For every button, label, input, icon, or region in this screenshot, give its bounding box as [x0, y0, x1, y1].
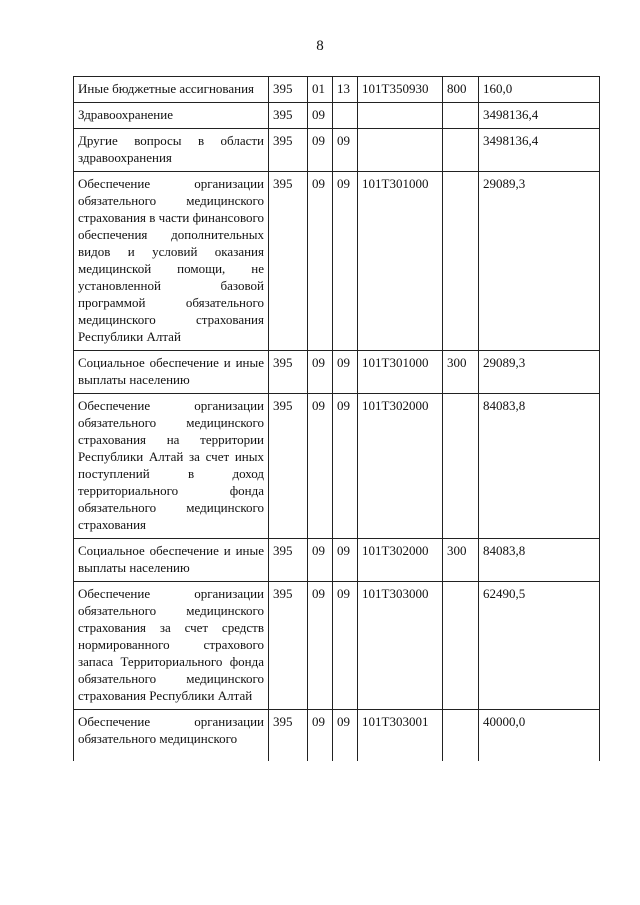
table-row — [74, 103, 600, 129]
row-code: 395 — [269, 539, 308, 582]
row-target-article — [358, 129, 443, 172]
row-sum: 29089,3 — [479, 351, 600, 394]
row-target-article: 101Т301000 — [358, 172, 443, 351]
row-code: 395 — [269, 172, 308, 351]
row-section: 09 — [308, 103, 333, 129]
row-name: Социальное обеспечение и иные выплаты населению — [74, 351, 269, 394]
row-section: 09 — [308, 710, 333, 762]
row-code: 395 — [269, 394, 308, 539]
table-row — [74, 172, 600, 351]
row-expense-type — [443, 103, 479, 129]
row-expense-type: 300 — [443, 539, 479, 582]
row-code: 395 — [269, 103, 308, 129]
row-code: 395 — [269, 710, 308, 762]
row-name: Здравоохранение — [74, 103, 269, 129]
row-expense-type — [443, 394, 479, 539]
row-target-article — [358, 103, 443, 129]
row-expense-type — [443, 582, 479, 710]
row-name: Социальное обеспечение и иные выплаты населению — [74, 539, 269, 582]
row-sum: 29089,3 — [479, 172, 600, 351]
row-name: Обеспечение организации обязательного медицинского страхования за счет средств нормированного страхового запаса Территориального фонда обязательного медицинского страхования Республики Алтай — [74, 582, 269, 710]
row-code: 395 — [269, 77, 308, 103]
row-section: 09 — [308, 129, 333, 172]
row-subsection: 09 — [333, 129, 358, 172]
row-subsection: 09 — [333, 539, 358, 582]
budget-table — [73, 76, 600, 761]
row-section: 09 — [308, 394, 333, 539]
table-row — [74, 351, 600, 394]
row-subsection: 09 — [333, 582, 358, 710]
row-name: Обеспечение организации обязательного медицинского страхования в части финансового обеспечения дополнительных видов и условий оказания медицинской помощи, не установленной базовой программой обязательного медицинского страхования Республики Алтай — [74, 172, 269, 351]
row-expense-type — [443, 129, 479, 172]
row-subsection: 09 — [333, 351, 358, 394]
table-row — [74, 710, 600, 762]
row-subsection: 09 — [333, 394, 358, 539]
row-section: 09 — [308, 351, 333, 394]
row-sum: 40000,0 — [479, 710, 600, 762]
row-code: 395 — [269, 582, 308, 710]
row-name: Другие вопросы в области здравоохранения — [74, 129, 269, 172]
row-expense-type: 800 — [443, 77, 479, 103]
row-sum: 84083,8 — [479, 394, 600, 539]
row-sum: 160,0 — [479, 77, 600, 103]
row-name: Иные бюджетные ассигнования — [74, 77, 269, 103]
row-target-article: 101Т301000 — [358, 351, 443, 394]
row-sum: 84083,8 — [479, 539, 600, 582]
row-sum: 3498136,4 — [479, 103, 600, 129]
row-expense-type — [443, 172, 479, 351]
row-section: 09 — [308, 172, 333, 351]
row-name: Обеспечение организации обязательного медицинского — [74, 710, 269, 762]
row-target-article: 101Т350930 — [358, 77, 443, 103]
row-code: 395 — [269, 129, 308, 172]
row-name: Обеспечение организации обязательного медицинского страхования на территории Республики Алтай за счет иных поступлений в доход территориального фонда обязательного медицинского страхования — [74, 394, 269, 539]
row-subsection: 09 — [333, 710, 358, 762]
table-row — [74, 539, 600, 582]
row-target-article: 101Т303001 — [358, 710, 443, 762]
table-row — [74, 77, 600, 103]
row-expense-type: 300 — [443, 351, 479, 394]
page-number: 8 — [316, 38, 324, 54]
row-target-article: 101Т302000 — [358, 394, 443, 539]
row-section: 09 — [308, 582, 333, 710]
row-section: 01 — [308, 77, 333, 103]
row-subsection: 09 — [333, 172, 358, 351]
table-row — [74, 394, 600, 539]
row-sum: 62490,5 — [479, 582, 600, 710]
table-row — [74, 129, 600, 172]
row-target-article: 101Т302000 — [358, 539, 443, 582]
row-code: 395 — [269, 351, 308, 394]
row-sum: 3498136,4 — [479, 129, 600, 172]
row-section: 09 — [308, 539, 333, 582]
row-target-article: 101Т303000 — [358, 582, 443, 710]
row-subsection: 13 — [333, 77, 358, 103]
row-expense-type — [443, 710, 479, 762]
row-subsection — [333, 103, 358, 129]
table-row — [74, 582, 600, 710]
